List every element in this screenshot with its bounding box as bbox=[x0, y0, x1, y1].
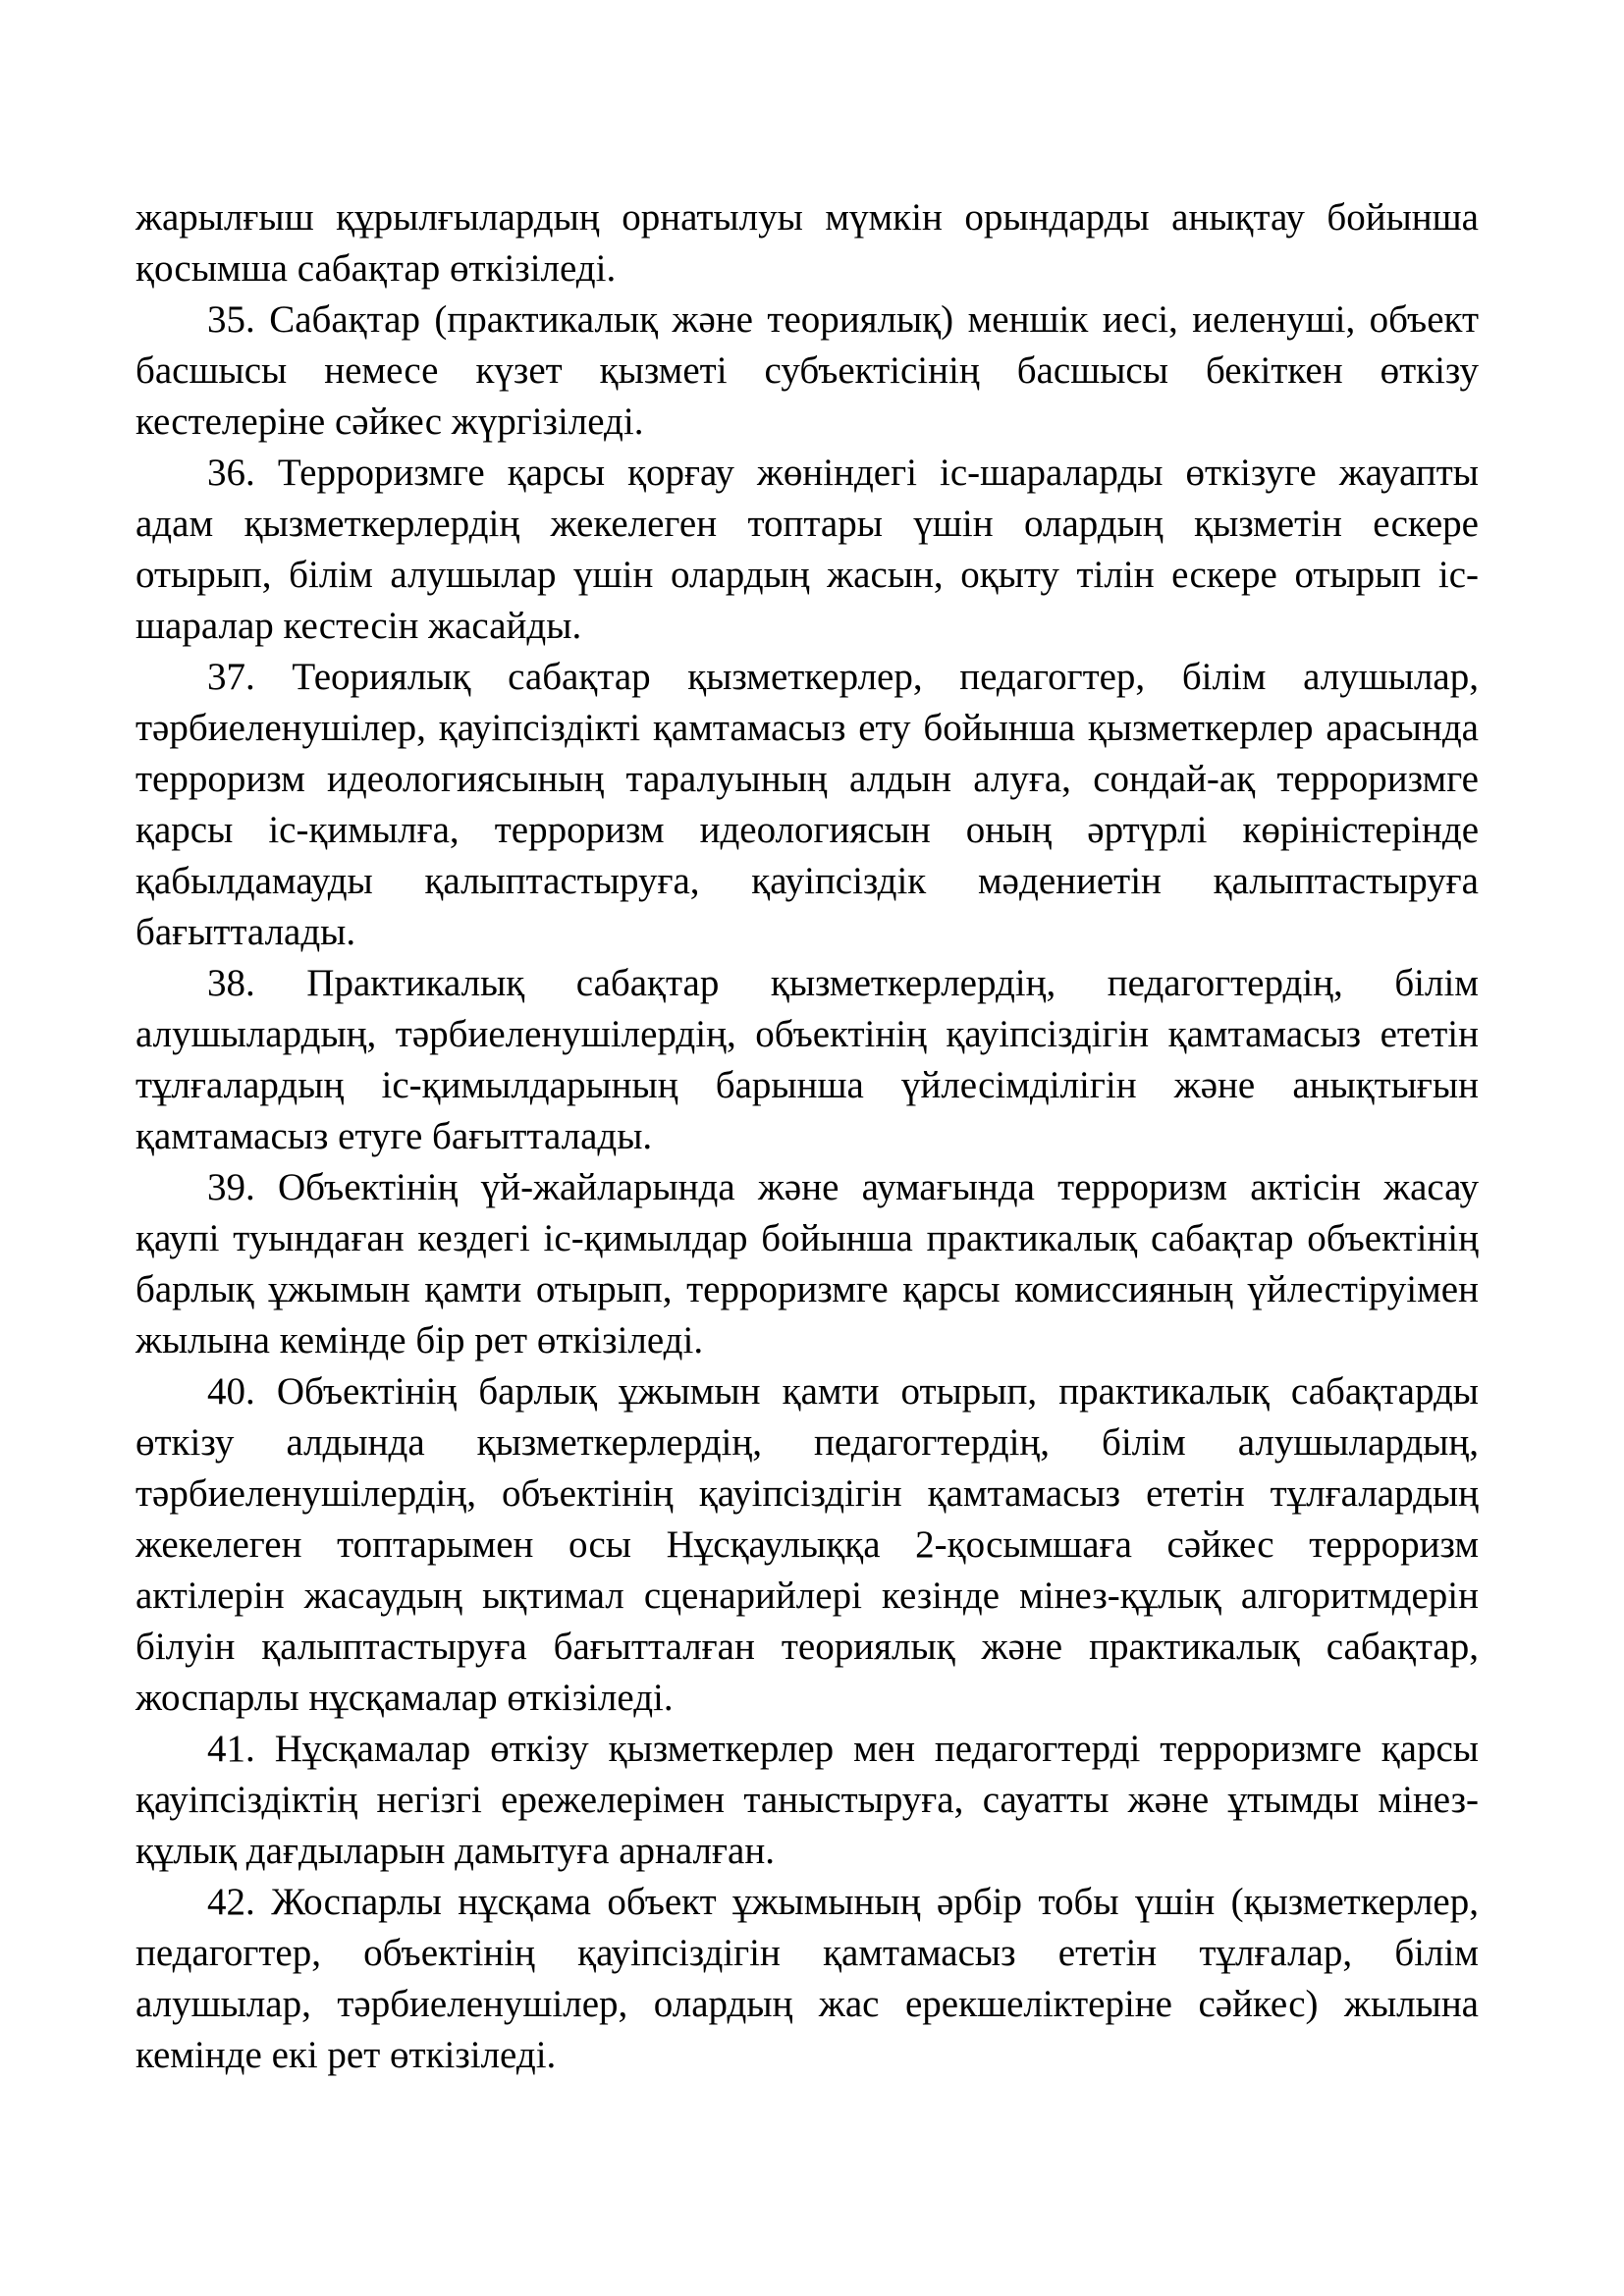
text-line: жекелеген топтарымен осы Нұсқаулыққа 2-қосымшаға сәйкес терроризм bbox=[135, 1523, 1479, 1566]
text-line: терроризм идеологиясының таралуының алдын алуға, сондай-ақ терроризмге bbox=[135, 758, 1479, 800]
text-line: бағытталады. bbox=[135, 911, 356, 953]
text-line: кемінде екі рет өткізіледі. bbox=[135, 2034, 557, 2076]
text-line: жоспарлы нұсқамалар өткізіледі. bbox=[135, 1677, 674, 1719]
text-line: алушылардың, тәрбиеленушілердің, объектінің қауіпсіздігін қамтамасыз ететін bbox=[135, 1013, 1479, 1055]
text-line: 35. Сабақтар (практикалық және теориялық) меншік иесі, иеленуші, объект bbox=[207, 298, 1479, 341]
text-line: отырып, білім алушылар үшін олардың жасын, оқыту тілін ескере отырып іс- bbox=[135, 554, 1479, 596]
text-line: актілерін жасаудың ықтимал сценарийлері кезінде мінез-құлық алгоритмдерін bbox=[135, 1575, 1479, 1617]
text-line: кестелеріне сәйкес жүргізіледі. bbox=[135, 400, 644, 443]
text-line: алушылар, тәрбиеленушілер, олардың жас ерекшеліктеріне сәйкес) жылына bbox=[135, 1983, 1479, 2025]
document-text-block bbox=[135, 192, 1479, 2081]
text-line: қаупі туындаған кездегі іс-қимылдар бойынша практикалық сабақтар объектінің bbox=[135, 1217, 1479, 1259]
text-line: тәрбиеленушілер, қауіпсіздікті қамтамасыз ету бойынша қызметкерлер арасында bbox=[135, 707, 1479, 749]
text-line: 39. Объектінің үй-жайларында және аумағында терроризм актісін жасау bbox=[207, 1166, 1479, 1208]
text-line: қарсы іс-қимылға, терроризм идеологиясын оның әртүрлі көріністерінде bbox=[135, 809, 1479, 851]
text-line: 41. Нұсқамалар өткізу қызметкерлер мен педагогтерді терроризмге қарсы bbox=[207, 1728, 1479, 1770]
text-line: қауіпсіздіктің негізгі ережелерімен таныстыруға, сауатты және ұтымды мінез- bbox=[135, 1779, 1479, 1821]
text-line: басшысы немесе күзет қызметі субъектісінің басшысы бекіткен өткізу bbox=[135, 349, 1479, 392]
text-line: өткізу алдында қызметкерлердің, педагогтердің, білім алушылардың, bbox=[135, 1421, 1479, 1464]
text-line: 36. Терроризмге қарсы қорғау жөніндегі іс-шараларды өткізуге жауапты bbox=[207, 452, 1479, 494]
text-line: 37. Теориялық сабақтар қызметкерлер, педагогтер, білім алушылар, bbox=[207, 656, 1479, 698]
text-line: білуін қалыптастыруға бағытталған теориялық және практикалық сабақтар, bbox=[135, 1626, 1479, 1668]
text-line: тұлғалардың іс-қимылдарының барынша үйлесімділігін және анықтығын bbox=[135, 1064, 1479, 1106]
text-line: 42. Жоспарлы нұсқама объект ұжымының әрбір тобы үшін (қызметкерлер, bbox=[207, 1881, 1479, 1923]
text-line: адам қызметкерлердің жекелеген топтары үшін олардың қызметін ескере bbox=[135, 503, 1479, 545]
text-line: педагогтер, объектінің қауіпсіздігін қамтамасыз ететін тұлғалар, білім bbox=[135, 1932, 1479, 1974]
text-line: шаралар кестесін жасайды. bbox=[135, 605, 582, 647]
text-line: тәрбиеленушілердің, объектінің қауіпсіздігін қамтамасыз ететін тұлғалардың bbox=[135, 1472, 1479, 1515]
text-line: жарылғыш құрылғылардың орнатылуы мүмкін орындарды анықтау бойынша bbox=[135, 196, 1479, 239]
text-line: 38. Практикалық сабақтар қызметкерлердің, педагогтердің, білім bbox=[207, 962, 1479, 1004]
text-line: барлық ұжымын қамти отырып, терроризмге қарсы комиссияның үйлестіруімен bbox=[135, 1268, 1479, 1310]
text-line: қамтамасыз етуге бағытталады. bbox=[135, 1115, 653, 1157]
text-line: 40. Объектінің барлық ұжымын қамти отырып, практикалық сабақтарды bbox=[207, 1370, 1479, 1413]
text-line: құлық дағдыларын дамытуға арналған. bbox=[135, 1830, 775, 1872]
text-line: қосымша сабақтар өткізіледі. bbox=[135, 247, 617, 290]
text-line: қабылдамауды қалыптастыруға, қауіпсіздік мәдениетін қалыптастыруға bbox=[135, 860, 1479, 902]
text-line: жылына кемінде бір рет өткізіледі. bbox=[135, 1319, 704, 1362]
